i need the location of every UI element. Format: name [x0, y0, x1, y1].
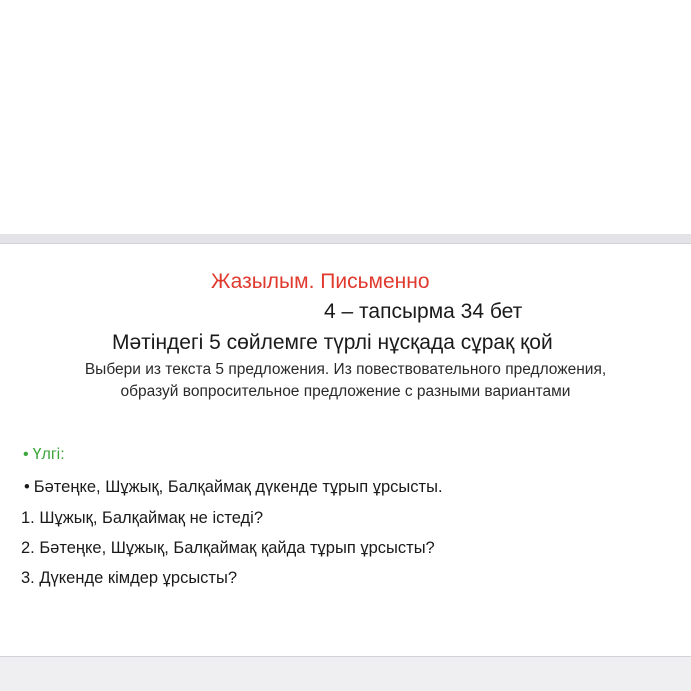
blank-area [0, 0, 691, 234]
question-item: 2. Бәтеңке, Шұжық, Балқаймақ қайда тұрып ұрсысты? [21, 539, 435, 557]
example-label: Үлгі: [32, 446, 65, 463]
example-label-row [23, 446, 65, 464]
instruction-line-2: образуй вопросительное предложение с разными вариантами [120, 383, 571, 400]
question-item: 1. Шұжық, Балқаймақ не істеді? [21, 509, 264, 527]
example-sentence: Бәтеңке, Шұжық, Балқаймақ дүкенде тұрып ұрсысты. [33, 478, 443, 496]
slide [0, 244, 691, 656]
task-text: Мәтіндегі 5 сөйлемге түрлі нұсқада сұрақ қой [112, 331, 553, 354]
slide-subheading: 4 – тапсырма 34 бет [324, 300, 523, 323]
slide-bottom-divider [0, 656, 691, 691]
slide-top-divider [0, 234, 691, 244]
instruction-line-1: Выбери из текста 5 предложения. Из повествовательного предложения, [84, 361, 607, 378]
bullet-icon: • [24, 478, 30, 496]
bullet-icon: • [23, 446, 29, 463]
question-item: 3. Дүкенде кімдер ұрсысты? [21, 569, 238, 587]
slide-heading: Жазылым. Письменно [211, 270, 430, 293]
example-sentence-row [24, 478, 443, 497]
